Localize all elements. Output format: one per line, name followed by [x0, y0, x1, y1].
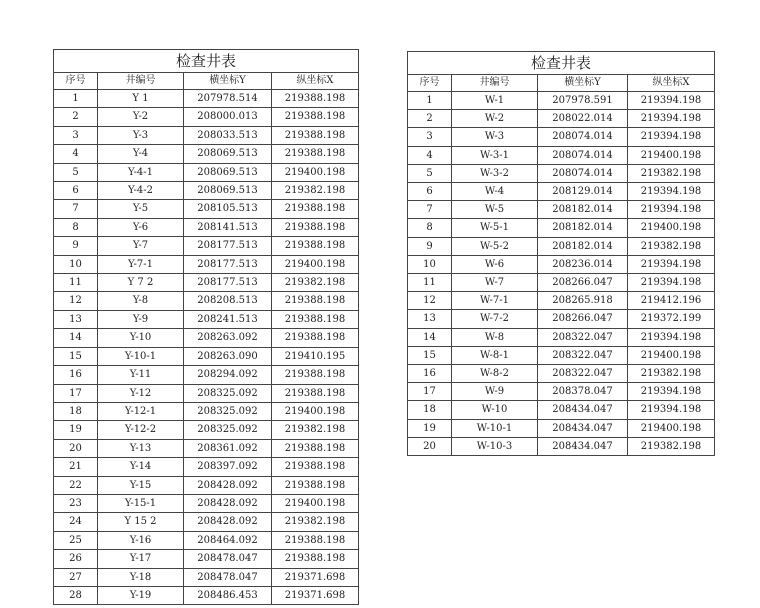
cell-well-id: Y-11: [98, 366, 184, 384]
table-row: [408, 146, 715, 164]
cell-coord-x: 219372.199: [628, 310, 715, 328]
cell-index: 3: [408, 128, 452, 146]
table-row: [408, 365, 715, 383]
table-row: [408, 183, 715, 201]
cell-coord-x: 219388.198: [272, 218, 359, 236]
table-row: [54, 384, 359, 402]
header-coord-y: 横坐标Y: [184, 73, 272, 90]
cell-coord-y: 208325.092: [184, 384, 272, 402]
cell-coord-x: 219394.198: [628, 328, 715, 346]
cell-coord-x: 219394.198: [628, 183, 715, 201]
cell-well-id: Y-7-1: [98, 255, 184, 273]
cell-coord-y: 208141.513: [184, 218, 272, 236]
cell-coord-x: 219388.198: [272, 329, 359, 347]
cell-well-id: W-8: [452, 328, 538, 346]
cell-coord-y: 208182.014: [538, 237, 628, 255]
cell-well-id: Y-10-1: [98, 347, 184, 365]
cell-coord-y: 208129.014: [538, 183, 628, 201]
cell-coord-y: 208177.513: [184, 237, 272, 255]
cell-coord-y: 208428.092: [184, 476, 272, 494]
table-row: [408, 201, 715, 219]
cell-coord-x: 219382.198: [272, 421, 359, 439]
header-row: [408, 75, 715, 92]
cell-index: 19: [408, 419, 452, 437]
table-title: 检查井表: [53, 49, 359, 72]
cell-well-id: W-1: [452, 92, 538, 110]
cell-well-id: Y-12: [98, 384, 184, 402]
cell-coord-x: 219382.198: [628, 437, 715, 455]
table-row: [54, 458, 359, 476]
cell-index: 3: [54, 126, 98, 144]
cell-well-id: W-2: [452, 110, 538, 128]
cell-index: 2: [408, 110, 452, 128]
cell-index: 28: [54, 586, 98, 604]
cell-coord-x: 219400.198: [628, 346, 715, 364]
cell-coord-y: 208478.047: [184, 568, 272, 586]
cell-coord-y: 208263.090: [184, 347, 272, 365]
cell-coord-x: 219382.198: [628, 365, 715, 383]
cell-coord-x: 219400.198: [628, 419, 715, 437]
cell-index: 15: [54, 347, 98, 365]
table-row: [54, 218, 359, 236]
cell-coord-x: 219400.198: [628, 146, 715, 164]
cell-well-id: W-6: [452, 255, 538, 273]
table-row: [408, 128, 715, 146]
cell-coord-x: 219388.198: [272, 292, 359, 310]
cell-coord-x: 219400.198: [272, 402, 359, 420]
cell-coord-y: 208022.014: [538, 110, 628, 128]
table-row: [54, 550, 359, 568]
cell-coord-y: 208478.047: [184, 550, 272, 568]
cell-well-id: W-10: [452, 401, 538, 419]
cell-well-id: Y-15: [98, 476, 184, 494]
table-row: [54, 145, 359, 163]
cell-coord-y: 208241.513: [184, 310, 272, 328]
cell-coord-x: 219388.198: [272, 384, 359, 402]
table-row: [54, 237, 359, 255]
table-row: [408, 255, 715, 273]
cell-coord-y: 208208.513: [184, 292, 272, 310]
cell-coord-y: 208074.014: [538, 164, 628, 182]
cell-well-id: Y-14: [98, 458, 184, 476]
table-row: [408, 274, 715, 292]
cell-well-id: Y-4: [98, 145, 184, 163]
cell-coord-x: 219410.195: [272, 347, 359, 365]
table-row: [54, 292, 359, 310]
cell-coord-y: 208378.047: [538, 383, 628, 401]
table-row: [408, 92, 715, 110]
table-row: [54, 568, 359, 586]
cell-coord-x: 219394.198: [628, 201, 715, 219]
cell-coord-y: 208000.013: [184, 108, 272, 126]
table-row: [408, 419, 715, 437]
cell-coord-y: 208263.092: [184, 329, 272, 347]
cell-well-id: W-4: [452, 183, 538, 201]
cell-coord-x: 219394.198: [628, 401, 715, 419]
cell-index: 18: [54, 402, 98, 420]
cell-coord-x: 219388.198: [272, 237, 359, 255]
cell-index: 20: [408, 437, 452, 455]
cell-well-id: W-7: [452, 274, 538, 292]
cell-coord-y: 208177.513: [184, 274, 272, 292]
cell-coord-y: 208182.014: [538, 219, 628, 237]
cell-coord-y: 208069.513: [184, 182, 272, 200]
cell-coord-y: 208434.047: [538, 419, 628, 437]
cell-index: 13: [54, 310, 98, 328]
table-body: [408, 92, 715, 456]
cell-coord-x: 219388.198: [272, 439, 359, 457]
cell-index: 10: [54, 255, 98, 273]
cell-index: 1: [54, 90, 98, 108]
cell-coord-y: 208486.453: [184, 586, 272, 604]
cell-coord-x: 219388.198: [272, 200, 359, 218]
table-row: [54, 200, 359, 218]
cell-well-id: Y-19: [98, 586, 184, 604]
cell-coord-y: 208105.513: [184, 200, 272, 218]
cell-coord-y: 208266.047: [538, 274, 628, 292]
cell-coord-x: 219394.198: [628, 274, 715, 292]
cell-coord-y: 208434.047: [538, 437, 628, 455]
cell-coord-x: 219400.198: [272, 494, 359, 512]
table-row: [54, 329, 359, 347]
cell-coord-y: 208294.092: [184, 366, 272, 384]
cell-coord-y: 208325.092: [184, 421, 272, 439]
cell-index: 17: [54, 384, 98, 402]
cell-coord-x: 219388.198: [272, 90, 359, 108]
cell-index: 20: [54, 439, 98, 457]
cell-coord-x: 219388.198: [272, 476, 359, 494]
cell-coord-x: 219394.198: [628, 92, 715, 110]
cell-coord-y: 208325.092: [184, 402, 272, 420]
cell-coord-y: 208266.047: [538, 310, 628, 328]
cell-coord-y: 208069.513: [184, 145, 272, 163]
cell-coord-y: 208236.014: [538, 255, 628, 273]
header-coord-y: 横坐标Y: [538, 75, 628, 92]
cell-coord-y: 208322.047: [538, 346, 628, 364]
cell-well-id: Y 7 2: [98, 274, 184, 292]
cell-index: 5: [408, 164, 452, 182]
header-coord-x: 纵坐标X: [628, 75, 715, 92]
cell-coord-y: 208361.092: [184, 439, 272, 457]
cell-coord-y: 208322.047: [538, 328, 628, 346]
table-row: [54, 476, 359, 494]
cell-coord-x: 219371.698: [272, 568, 359, 586]
table-row: [54, 494, 359, 512]
table-row: [408, 292, 715, 310]
cell-well-id: Y-9: [98, 310, 184, 328]
cell-well-id: W-8-2: [452, 365, 538, 383]
cell-well-id: W-3: [452, 128, 538, 146]
cell-coord-x: 219382.198: [272, 274, 359, 292]
cell-coord-x: 219394.198: [628, 110, 715, 128]
cell-coord-x: 219388.198: [272, 366, 359, 384]
cell-index: 7: [408, 201, 452, 219]
cell-coord-x: 219400.198: [272, 163, 359, 181]
cell-index: 6: [54, 182, 98, 200]
table-row: [54, 310, 359, 328]
cell-index: 19: [54, 421, 98, 439]
right-manhole-table: [407, 51, 715, 456]
cell-index: 13: [408, 310, 452, 328]
cell-index: 24: [54, 513, 98, 531]
header-well-id: 井编号: [98, 73, 184, 90]
cell-well-id: W-5-2: [452, 237, 538, 255]
cell-well-id: Y-3: [98, 126, 184, 144]
cell-coord-x: 219394.198: [628, 255, 715, 273]
cell-index: 16: [408, 365, 452, 383]
table-row: [54, 108, 359, 126]
cell-coord-x: 219388.198: [272, 145, 359, 163]
table-row: [54, 163, 359, 181]
cell-well-id: W-3-1: [452, 146, 538, 164]
cell-well-id: W-10-1: [452, 419, 538, 437]
table-title: 检查井表: [407, 51, 715, 74]
cell-coord-y: 208069.513: [184, 163, 272, 181]
left-manhole-table: [53, 49, 359, 605]
cell-index: 6: [408, 183, 452, 201]
cell-well-id: Y-4-1: [98, 163, 184, 181]
cell-index: 9: [408, 237, 452, 255]
cell-coord-y: 208434.047: [538, 401, 628, 419]
table-body: [54, 90, 359, 605]
cell-index: 4: [54, 145, 98, 163]
cell-well-id: Y-10: [98, 329, 184, 347]
cell-coord-x: 219388.198: [272, 108, 359, 126]
cell-well-id: W-5: [452, 201, 538, 219]
cell-index: 8: [54, 218, 98, 236]
cell-index: 23: [54, 494, 98, 512]
cell-coord-x: 219382.198: [628, 164, 715, 182]
cell-well-id: Y-5: [98, 200, 184, 218]
cell-well-id: Y-6: [98, 218, 184, 236]
cell-index: 22: [54, 476, 98, 494]
cell-well-id: W-3-2: [452, 164, 538, 182]
cell-coord-y: 208182.014: [538, 201, 628, 219]
cell-coord-x: 219382.198: [272, 182, 359, 200]
table-row: [54, 402, 359, 420]
cell-well-id: W-10-3: [452, 437, 538, 455]
cell-coord-y: 208428.092: [184, 513, 272, 531]
cell-coord-y: 208464.092: [184, 531, 272, 549]
cell-coord-x: 219388.198: [272, 531, 359, 549]
cell-well-id: W-9: [452, 383, 538, 401]
table-row: [54, 90, 359, 108]
cell-index: 12: [54, 292, 98, 310]
cell-well-id: Y-8: [98, 292, 184, 310]
cell-index: 16: [54, 366, 98, 384]
cell-coord-y: 208033.513: [184, 126, 272, 144]
table-row: [54, 513, 359, 531]
cell-coord-y: 208177.513: [184, 255, 272, 273]
cell-index: 21: [54, 458, 98, 476]
cell-coord-x: 219388.198: [272, 458, 359, 476]
table-row: [54, 255, 359, 273]
table-row: [408, 401, 715, 419]
cell-index: 2: [54, 108, 98, 126]
cell-coord-y: 208074.014: [538, 146, 628, 164]
header-coord-x: 纵坐标X: [272, 73, 359, 90]
cell-coord-y: 208397.092: [184, 458, 272, 476]
cell-index: 11: [408, 274, 452, 292]
cell-index: 1: [408, 92, 452, 110]
table-row: [54, 366, 359, 384]
cell-coord-y: 208322.047: [538, 365, 628, 383]
table-row: [408, 237, 715, 255]
cell-coord-x: 219371.698: [272, 586, 359, 604]
cell-coord-y: 207978.591: [538, 92, 628, 110]
cell-well-id: Y-4-2: [98, 182, 184, 200]
cell-coord-x: 219394.198: [628, 383, 715, 401]
cell-coord-y: 208265.918: [538, 292, 628, 310]
table-row: [408, 110, 715, 128]
cell-coord-x: 219412.196: [628, 292, 715, 310]
table-row: [54, 274, 359, 292]
cell-coord-x: 219394.198: [628, 128, 715, 146]
cell-index: 27: [54, 568, 98, 586]
cell-well-id: W-5-1: [452, 219, 538, 237]
table-row: [408, 164, 715, 182]
table-row: [54, 347, 359, 365]
cell-well-id: Y 1: [98, 90, 184, 108]
table-row: [408, 437, 715, 455]
cell-index: 4: [408, 146, 452, 164]
cell-index: 26: [54, 550, 98, 568]
cell-well-id: Y-7: [98, 237, 184, 255]
cell-coord-x: 219388.198: [272, 550, 359, 568]
cell-well-id: Y-15-1: [98, 494, 184, 512]
cell-index: 25: [54, 531, 98, 549]
cell-index: 14: [408, 328, 452, 346]
cell-index: 9: [54, 237, 98, 255]
table-row: [54, 421, 359, 439]
cell-coord-x: 219382.198: [628, 237, 715, 255]
cell-index: 18: [408, 401, 452, 419]
cell-index: 12: [408, 292, 452, 310]
cell-index: 17: [408, 383, 452, 401]
cell-well-id: Y-12-1: [98, 402, 184, 420]
header-well-id: 井编号: [452, 75, 538, 92]
cell-coord-y: 208074.014: [538, 128, 628, 146]
cell-well-id: Y-2: [98, 108, 184, 126]
cell-index: 8: [408, 219, 452, 237]
cell-well-id: W-7-1: [452, 292, 538, 310]
cell-well-id: Y-18: [98, 568, 184, 586]
cell-coord-x: 219400.198: [272, 255, 359, 273]
cell-well-id: W-8-1: [452, 346, 538, 364]
table-row: [54, 439, 359, 457]
cell-index: 15: [408, 346, 452, 364]
header-index: 序号: [54, 73, 98, 90]
cell-index: 5: [54, 163, 98, 181]
table-row: [408, 346, 715, 364]
cell-index: 7: [54, 200, 98, 218]
cell-well-id: Y-13: [98, 439, 184, 457]
cell-index: 10: [408, 255, 452, 273]
table-row: [54, 531, 359, 549]
table-row: [408, 219, 715, 237]
cell-well-id: Y-16: [98, 531, 184, 549]
cell-well-id: Y-12-2: [98, 421, 184, 439]
cell-coord-x: 219382.198: [272, 513, 359, 531]
cell-coord-x: 219388.198: [272, 126, 359, 144]
cell-index: 14: [54, 329, 98, 347]
cell-coord-x: 219388.198: [272, 310, 359, 328]
cell-index: 11: [54, 274, 98, 292]
cell-coord-y: 207978.514: [184, 90, 272, 108]
cell-well-id: Y-17: [98, 550, 184, 568]
cell-coord-x: 219400.198: [628, 219, 715, 237]
table-row: [54, 126, 359, 144]
header-row: [54, 73, 359, 90]
table-row: [408, 310, 715, 328]
table-row: [408, 383, 715, 401]
table-row: [54, 182, 359, 200]
header-index: 序号: [408, 75, 452, 92]
cell-well-id: W-7-2: [452, 310, 538, 328]
table-row: [408, 328, 715, 346]
cell-coord-y: 208428.092: [184, 494, 272, 512]
table-row: [54, 586, 359, 604]
cell-well-id: Y 15 2: [98, 513, 184, 531]
